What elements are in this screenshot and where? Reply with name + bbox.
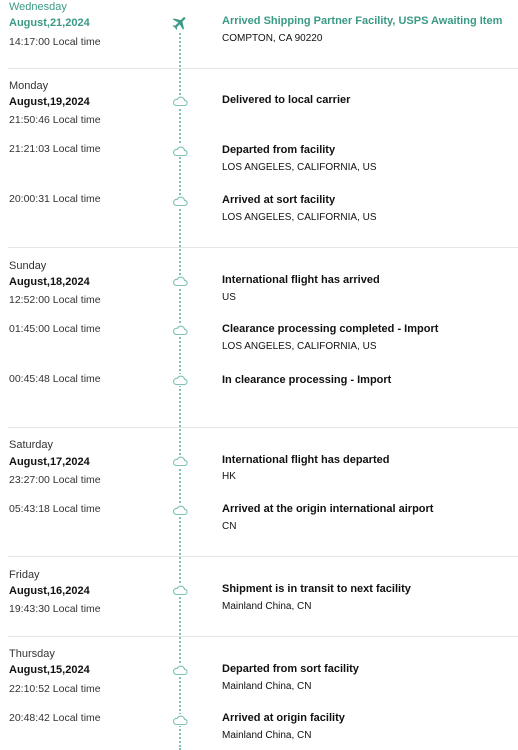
date-label: August,17,2024 (9, 456, 90, 468)
timeline-line (179, 22, 181, 750)
event-time: 20:00:31 Local time (9, 193, 101, 205)
day-label: Thursday (9, 648, 55, 660)
event-time: 12:52:00 Local time (9, 294, 101, 306)
day-label: Sunday (9, 260, 47, 272)
cloud-icon (172, 455, 188, 467)
event-location: US (222, 292, 236, 303)
event-location: LOS ANGELES, CALIFORNIA, US (222, 212, 377, 223)
day-label: Friday (9, 569, 40, 581)
event-time: 19:43:30 Local time (9, 603, 101, 615)
group-separator (8, 247, 518, 248)
cloud-icon (172, 275, 188, 287)
event-time: 00:45:48 Local time (9, 373, 101, 385)
group-separator (8, 636, 518, 637)
event-status: Departed from sort facility (222, 663, 359, 675)
date-label: August,18,2024 (9, 276, 90, 288)
event-location: LOS ANGELES, CALIFORNIA, US (222, 341, 377, 352)
event-status: Clearance processing completed - Import (222, 323, 439, 335)
event-time: 21:50:46 Local time (9, 114, 101, 126)
date-label: August,16,2024 (9, 585, 90, 597)
day-label: Wednesday (9, 1, 67, 13)
airplane-icon (171, 14, 189, 32)
event-status: Arrived at the origin international airport (222, 503, 434, 515)
event-status: Departed from facility (222, 144, 336, 156)
cloud-icon (172, 714, 188, 726)
cloud-icon (172, 145, 188, 157)
event-location: CN (222, 521, 237, 532)
event-status: Arrived Shipping Partner Facility, USPS Awaiting Item (222, 15, 503, 27)
group-separator (8, 68, 518, 69)
event-status: International flight has arrived (222, 274, 380, 286)
event-location: LOS ANGELES, CALIFORNIA, US (222, 162, 377, 173)
date-label: August,19,2024 (9, 96, 90, 108)
event-time: 05:43:18 Local time (9, 503, 101, 515)
cloud-icon (172, 664, 188, 676)
event-time: 22:10:52 Local time (9, 683, 101, 695)
event-status: Shipment is in transit to next facility (222, 583, 411, 595)
event-location: COMPTON, CA 90220 (222, 33, 323, 44)
date-label: August,15,2024 (9, 664, 90, 676)
day-label: Monday (9, 80, 49, 92)
cloud-icon (172, 504, 188, 516)
group-separator (8, 427, 518, 428)
event-status: International flight has departed (222, 454, 390, 466)
event-location: HK (222, 471, 236, 482)
event-status: Delivered to local carrier (222, 94, 351, 106)
group-separator (8, 556, 518, 557)
event-status: Arrived at origin facility (222, 712, 345, 724)
event-time: 01:45:00 Local time (9, 323, 101, 335)
event-status: Arrived at sort facility (222, 194, 336, 206)
event-time: 14:17:00 Local time (9, 36, 101, 48)
cloud-icon (172, 374, 188, 386)
day-label: Saturday (9, 439, 54, 451)
event-time: 20:48:42 Local time (9, 712, 101, 724)
cloud-icon (172, 195, 188, 207)
event-location: Mainland China, CN (222, 730, 312, 741)
event-time: 21:21:03 Local time (9, 143, 101, 155)
event-status: In clearance processing - Import (222, 374, 392, 386)
cloud-icon (172, 324, 188, 336)
event-time: 23:27:00 Local time (9, 474, 101, 486)
cloud-icon (172, 584, 188, 596)
date-label: August,21,2024 (9, 17, 90, 29)
event-location: Mainland China, CN (222, 681, 312, 692)
cloud-icon (172, 95, 188, 107)
event-location: Mainland China, CN (222, 601, 312, 612)
